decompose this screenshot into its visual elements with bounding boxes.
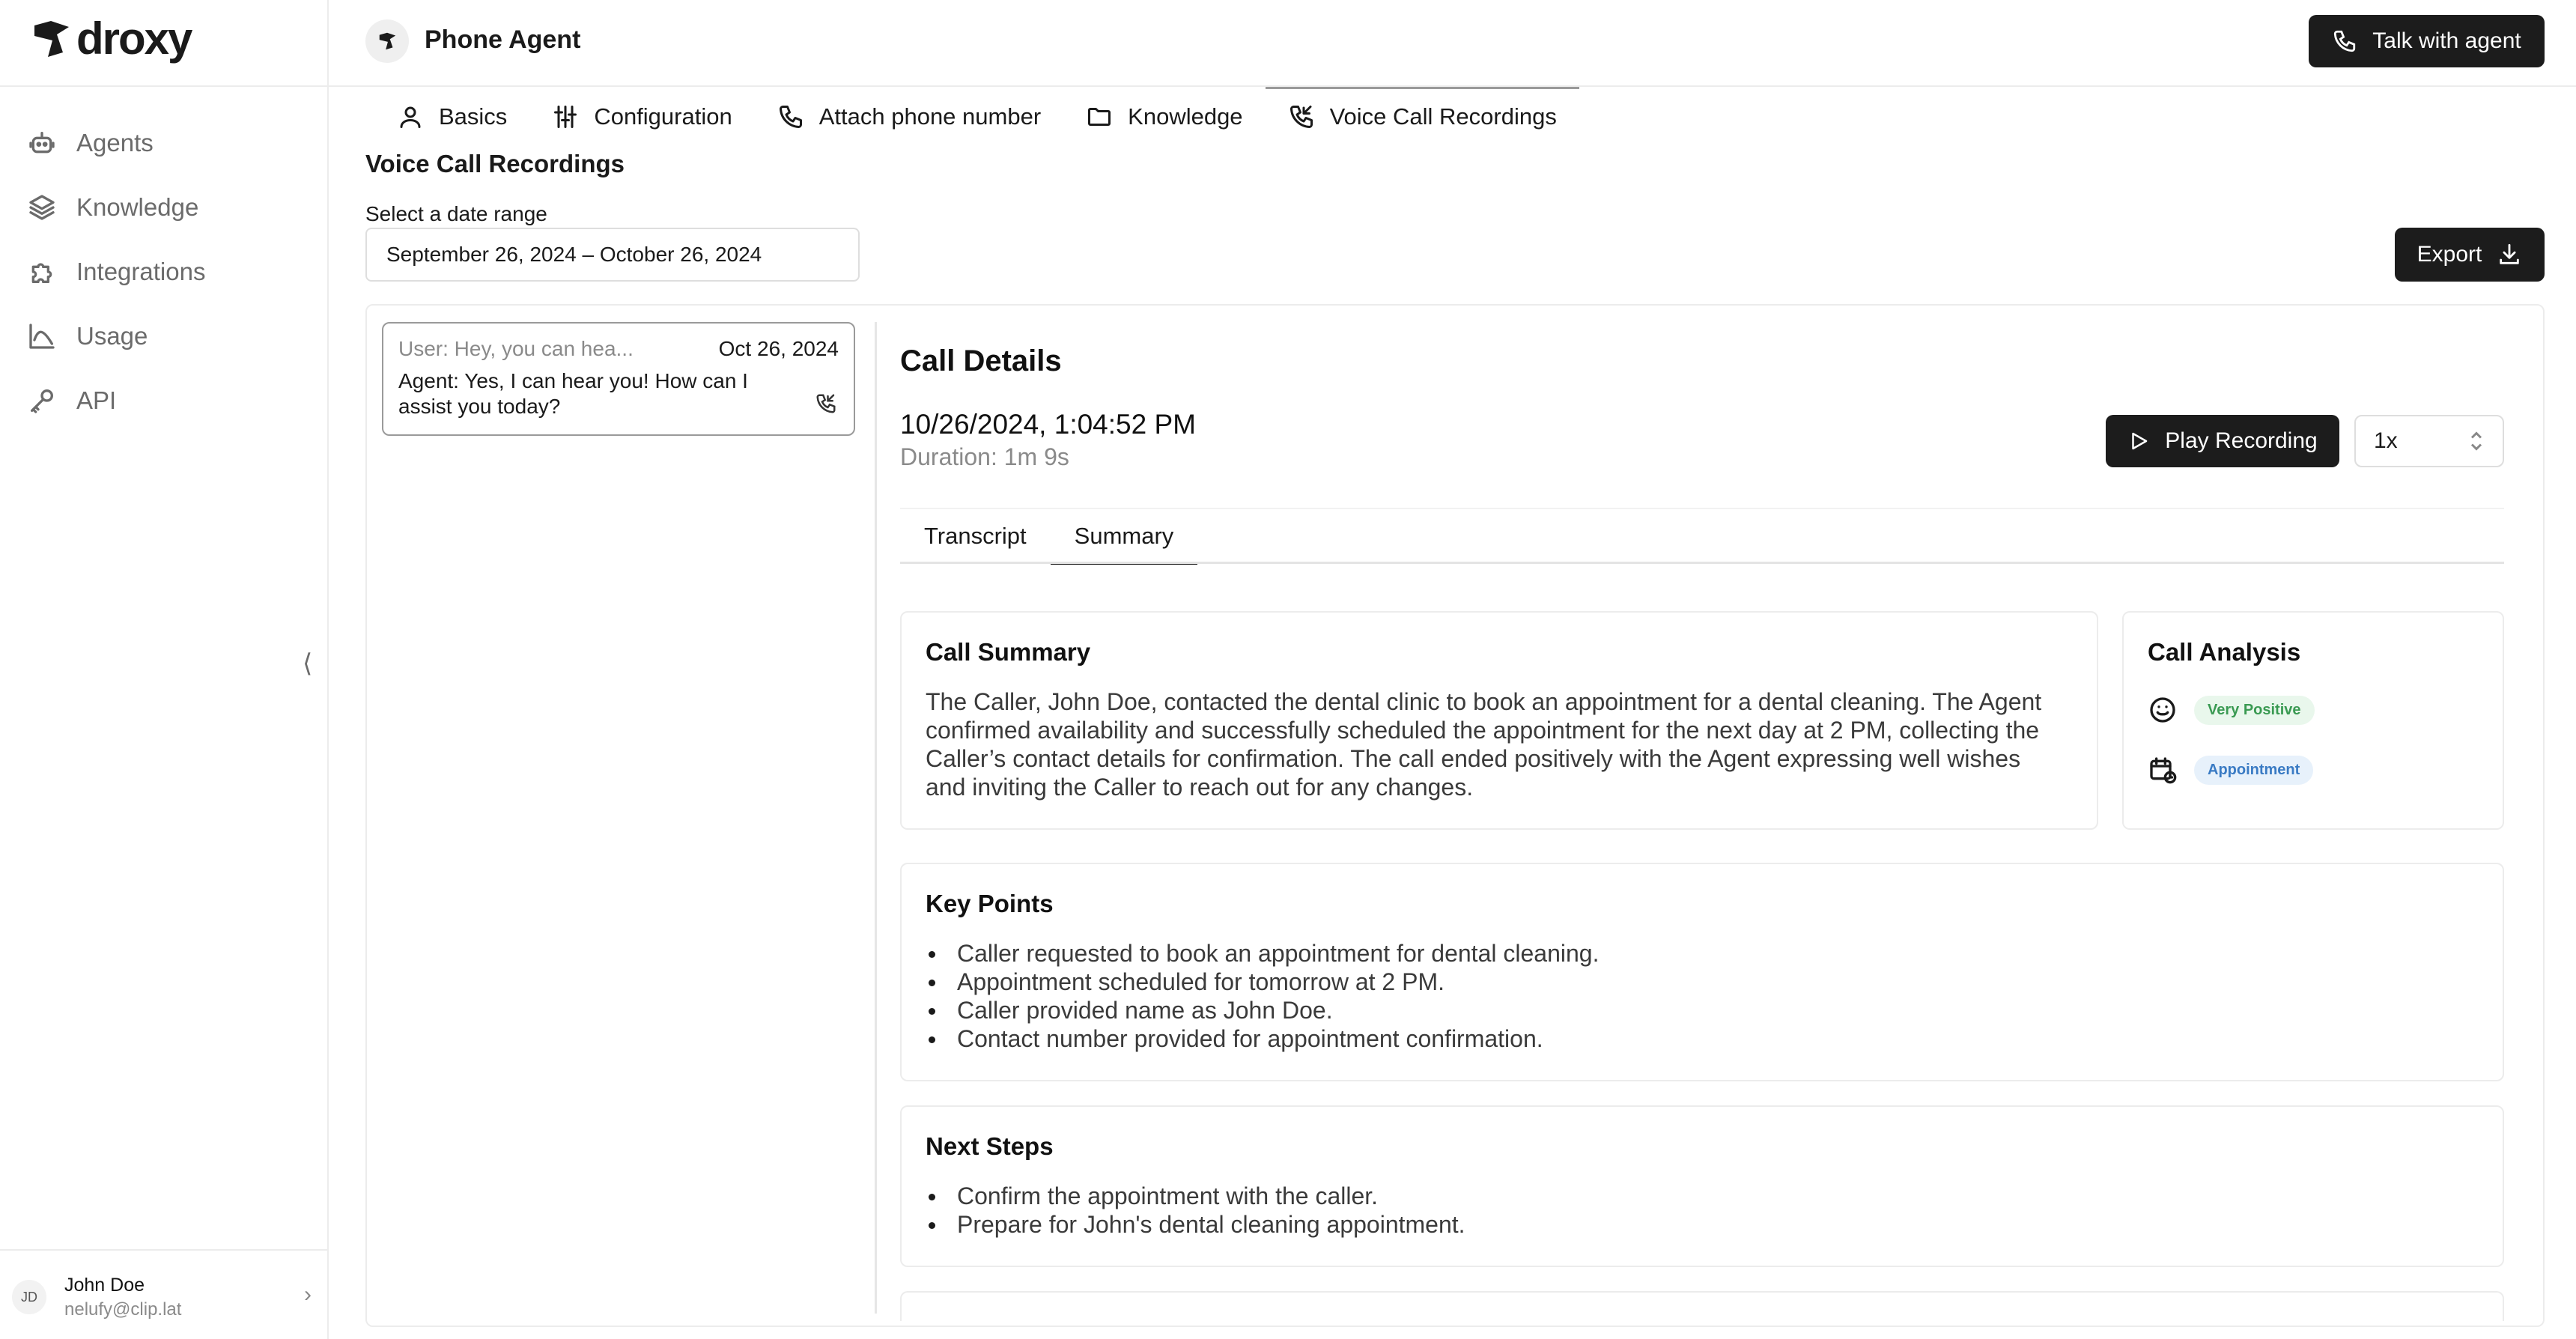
sidebar-item-label: Integrations: [76, 258, 206, 285]
play-icon: [2127, 430, 2150, 452]
sidebar-item-knowledge[interactable]: [27, 175, 205, 240]
download-icon: [2497, 242, 2522, 267]
phone-icon: [777, 103, 804, 130]
call-datetime: 10/26/2024, 1:04:52 PM: [900, 409, 1196, 440]
brand-logo[interactable]: [30, 13, 192, 64]
brand-name: droxy: [76, 13, 192, 64]
sidebar-item-label: API: [76, 386, 117, 414]
talk-button-label: Talk with agent: [2372, 28, 2521, 53]
sidebar-item-label: Knowledge: [76, 193, 199, 221]
call-date: Oct 26, 2024: [718, 337, 839, 360]
puzzle-icon: [27, 257, 57, 287]
agent-tabs: [374, 87, 1579, 147]
tab-label: Basics: [439, 103, 508, 130]
avatar: JD: [12, 1280, 46, 1314]
call-agent-preview: Agent: Yes, I can hear you! How can I assist you today?: [398, 369, 748, 418]
user-name: John Doe: [64, 1274, 145, 1296]
chevron-right-icon: ›: [304, 1282, 312, 1307]
key-points-card: [900, 863, 2504, 1081]
sidebar-item-api[interactable]: [27, 368, 205, 433]
tab-label: Configuration: [594, 103, 732, 130]
sentiment-row: [2148, 695, 2315, 725]
call-list-item[interactable]: [382, 322, 855, 436]
playback-speed-value: 1x: [2374, 428, 2398, 453]
next-card-partial: [900, 1291, 2504, 1321]
category-row: [2148, 755, 2313, 785]
next-steps-list: [926, 1182, 2458, 1239]
calendar-clock-icon: [2148, 755, 2178, 785]
export-label: Export: [2416, 242, 2482, 267]
call-user-preview: User: Hey, you can hea...: [398, 337, 634, 360]
list-item: Caller provided name as John Doe.: [926, 996, 2458, 1024]
category-badge: Appointment: [2194, 756, 2313, 785]
export-button[interactable]: [2395, 228, 2545, 282]
sentiment-badge: Very Positive: [2194, 696, 2315, 725]
call-details-title: Call Details: [900, 344, 1062, 377]
date-range-label: Select a date range: [365, 202, 547, 225]
tab-knowledge[interactable]: [1063, 87, 1265, 147]
sidebar-item-label: Usage: [76, 322, 148, 350]
call-analysis-card: [2122, 611, 2504, 830]
call-analysis-title: Call Analysis: [2148, 638, 2301, 666]
sidebar-nav: [27, 111, 205, 433]
user-info: [64, 1275, 181, 1320]
tab-basics[interactable]: [374, 87, 529, 147]
call-summary-card: [900, 611, 2098, 830]
collapse-sidebar-icon[interactable]: ⟨: [303, 649, 313, 678]
key-points-title: Key Points: [926, 890, 1054, 917]
divider[interactable]: [875, 322, 877, 1314]
phone-incoming-icon: [1288, 103, 1315, 130]
play-label: Play Recording: [2165, 428, 2318, 453]
tab-label: Attach phone number: [818, 103, 1042, 130]
date-range-picker[interactable]: September 26, 2024 – October 26, 2024: [365, 228, 860, 282]
agent-logo-icon: [377, 31, 398, 52]
tab-summary[interactable]: Summary: [1051, 509, 1198, 563]
divider: [900, 562, 2504, 564]
call-duration: Duration: 1m 9s: [900, 443, 1069, 470]
user-menu[interactable]: [12, 1269, 312, 1326]
tab-attach-phone-number[interactable]: [755, 87, 1063, 147]
divider: [0, 85, 327, 87]
talk-with-agent-button[interactable]: [2309, 15, 2545, 67]
section-title: Voice Call Recordings: [365, 150, 625, 177]
layers-icon: [27, 192, 57, 222]
call-summary-title: Call Summary: [926, 638, 1091, 666]
divider: [0, 1249, 327, 1251]
key-icon: [27, 386, 57, 416]
sidebar-item-agents[interactable]: [27, 111, 205, 175]
tab-voice-call-recordings[interactable]: [1266, 87, 1579, 147]
play-recording-button[interactable]: [2106, 415, 2339, 467]
tab-label: Knowledge: [1128, 103, 1243, 130]
list-item: Confirm the appointment with the caller.: [926, 1182, 2458, 1210]
smile-icon: [2148, 695, 2178, 725]
phone-incoming-icon: [815, 392, 837, 415]
sidebar-item-integrations[interactable]: [27, 240, 205, 304]
key-points-list: [926, 939, 2458, 1053]
chevron-up-down-icon: [2468, 430, 2485, 452]
page-title: Phone Agent: [425, 25, 581, 54]
user-icon: [397, 103, 424, 130]
user-email: nelufy@clip.lat: [64, 1299, 182, 1320]
call-detail-tabs: [900, 509, 1197, 563]
sidebar: [0, 0, 329, 1339]
tab-transcript[interactable]: Transcript: [924, 523, 1027, 549]
agent-avatar: [365, 19, 409, 63]
list-item: Appointment scheduled for tomorrow at 2 PM.: [926, 968, 2458, 996]
playback-speed-select[interactable]: [2354, 415, 2504, 467]
folder-icon: [1086, 103, 1113, 130]
list-item: Caller requested to book an appointment for dental cleaning.: [926, 939, 2458, 968]
call-summary-text: The Caller, John Doe, contacted the dental clinic to book an appointment for a dental cleaning. The Agent confirmed availability and successfully scheduled the appointment for the next day at 2 PM, collecting the Caller’s contact details for confirmation. The call ended positively with the Agent expressing well wishes and inviting the Caller to reach out for any changes.: [926, 688, 2042, 801]
phone-icon: [2332, 28, 2357, 54]
sliders-icon: [552, 103, 579, 130]
tab-configuration[interactable]: [529, 87, 754, 147]
next-steps-card: [900, 1105, 2504, 1267]
droxy-logo-icon: [30, 16, 72, 61]
list-item: Prepare for John's dental cleaning appointment.: [926, 1210, 2458, 1239]
list-item: Contact number provided for appointment confirmation.: [926, 1024, 2458, 1053]
sidebar-item-label: Agents: [76, 129, 154, 157]
robot-icon: [27, 128, 57, 158]
next-steps-title: Next Steps: [926, 1132, 1054, 1160]
chart-icon: [27, 321, 57, 351]
tab-label: Voice Call Recordings: [1329, 103, 1557, 130]
sidebar-item-usage[interactable]: [27, 304, 205, 368]
